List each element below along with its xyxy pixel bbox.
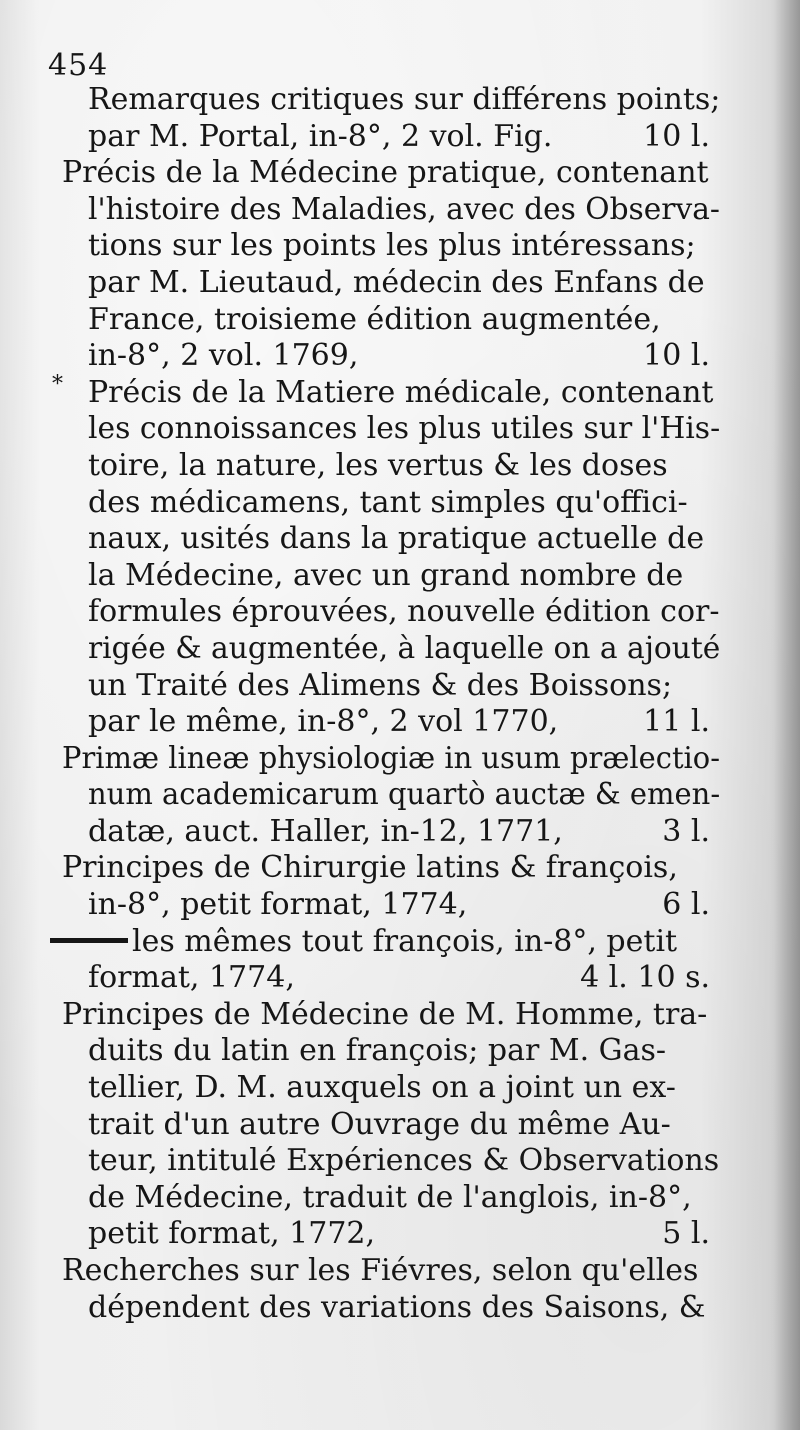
line-text: trait d'un autre Ouvrage du même Au- <box>88 1106 671 1142</box>
page-number: 454 <box>48 48 109 83</box>
price-text: 6 l. <box>662 887 710 923</box>
text-line <box>0 558 800 595</box>
text-line <box>0 1107 800 1144</box>
price-text: 4 l. 10 s. <box>580 960 710 996</box>
line-text: rigée & augmentée, à laquelle on a ajouté <box>88 630 721 666</box>
line-text: par le même, in-8°, 2 vol 1770, <box>88 704 559 740</box>
text-line <box>0 850 800 887</box>
text-line <box>0 1216 800 1253</box>
line-text: de Médecine, traduit de l'anglois, in-8°, <box>88 1179 692 1215</box>
line-text: par M. Portal, in-8°, 2 vol. Fig. <box>88 118 553 154</box>
line-text: un Traité des Alimens & des Boissons; <box>88 667 673 703</box>
text-line <box>0 1033 800 1070</box>
text-line <box>0 1290 800 1327</box>
line-text: num academicarum quartò auctæ & emen- <box>88 777 721 813</box>
line-text: Recherches sur les Fiévres, selon qu'elles <box>62 1253 699 1288</box>
line-text: naux, usités dans la pratique actuelle de <box>88 521 705 557</box>
text-line <box>0 814 800 851</box>
line-text: teur, intitulé Expériences & Observations <box>88 1143 720 1179</box>
text-line <box>0 668 800 705</box>
line-text: France, troisieme édition augmentée, <box>88 301 661 337</box>
catalogue-text <box>0 82 800 1326</box>
text-line <box>0 777 800 814</box>
text-line <box>0 411 800 448</box>
line-text: les connoissances les plus utiles sur l'His- <box>88 411 721 447</box>
line-text: Précis de la Matiere médicale, contenant <box>88 374 714 410</box>
text-line <box>0 887 800 924</box>
text-line <box>0 192 800 229</box>
text-line <box>0 371 800 412</box>
price-text: 10 l. <box>643 338 710 374</box>
line-text: format, 1774, <box>88 960 295 996</box>
line-text: Remarques critiques sur différens points; <box>88 82 721 117</box>
text-line <box>0 1143 800 1180</box>
text-line <box>0 631 800 668</box>
text-line <box>0 155 800 192</box>
text-line <box>0 119 800 156</box>
text-line <box>0 997 800 1034</box>
text-line <box>0 960 800 997</box>
line-text: formules éprouvées, nouvelle édition cor- <box>88 594 720 630</box>
text-line <box>0 1180 800 1217</box>
line-text: datæ, auct. Haller, in-12, 1771, <box>88 813 563 849</box>
line-text: Principes de Médecine de M. Homme, tra- <box>62 996 708 1032</box>
text-line <box>0 741 800 778</box>
line-text: dépendent des variations des Saisons, & <box>88 1289 706 1325</box>
line-text: Précis de la Médecine pratique, contenant <box>62 155 709 191</box>
line-text: l'histoire des Maladies, avec des Observa- <box>88 191 720 227</box>
line-text: tions sur les points les plus intéressans; <box>88 228 696 264</box>
line-text: la Médecine, avec un grand nombre de <box>88 557 684 593</box>
price-text: 10 l. <box>643 118 710 154</box>
text-line <box>0 302 800 339</box>
line-text: petit format, 1772, <box>88 1216 376 1252</box>
line-text: des médicamens, tant simples qu'offici- <box>88 484 688 520</box>
text-line <box>0 265 800 302</box>
line-text: in-8°, petit format, 1774, <box>88 887 468 923</box>
text-line <box>0 338 800 375</box>
price-text: 11 l. <box>643 704 710 740</box>
line-text: tellier, D. M. auxquels on a joint un ex- <box>88 1070 676 1106</box>
text-line <box>0 485 800 522</box>
text-line <box>0 924 800 961</box>
price-text: 3 l. <box>662 813 710 849</box>
text-line <box>0 448 800 485</box>
text-line <box>0 228 800 265</box>
line-text: toire, la nature, les vertus & les doses <box>88 447 668 483</box>
ditto-rule <box>50 938 128 943</box>
line-text: Principes de Chirurgie latins & françois, <box>62 850 678 886</box>
page-edge-shadow <box>774 0 800 1430</box>
line-text <box>50 924 677 961</box>
text-line <box>0 1070 800 1107</box>
text-line <box>0 521 800 558</box>
text-line <box>0 594 800 631</box>
text-line <box>0 1253 800 1290</box>
line-text: duits du latin en françois; par M. Gas- <box>88 1033 667 1069</box>
text-line <box>0 704 800 741</box>
asterisk-mark: * <box>52 371 63 397</box>
text-line <box>0 82 800 119</box>
line-text: Primæ lineæ physiologiæ in usum prælectio- <box>62 740 720 776</box>
line-text: par M. Lieutaud, médecin des Enfans de <box>88 264 705 300</box>
line-text-content: les mêmes tout françois, in-8°, petit <box>132 923 678 959</box>
line-text: in-8°, 2 vol. 1769, <box>88 338 359 374</box>
price-text: 5 l. <box>662 1216 710 1252</box>
